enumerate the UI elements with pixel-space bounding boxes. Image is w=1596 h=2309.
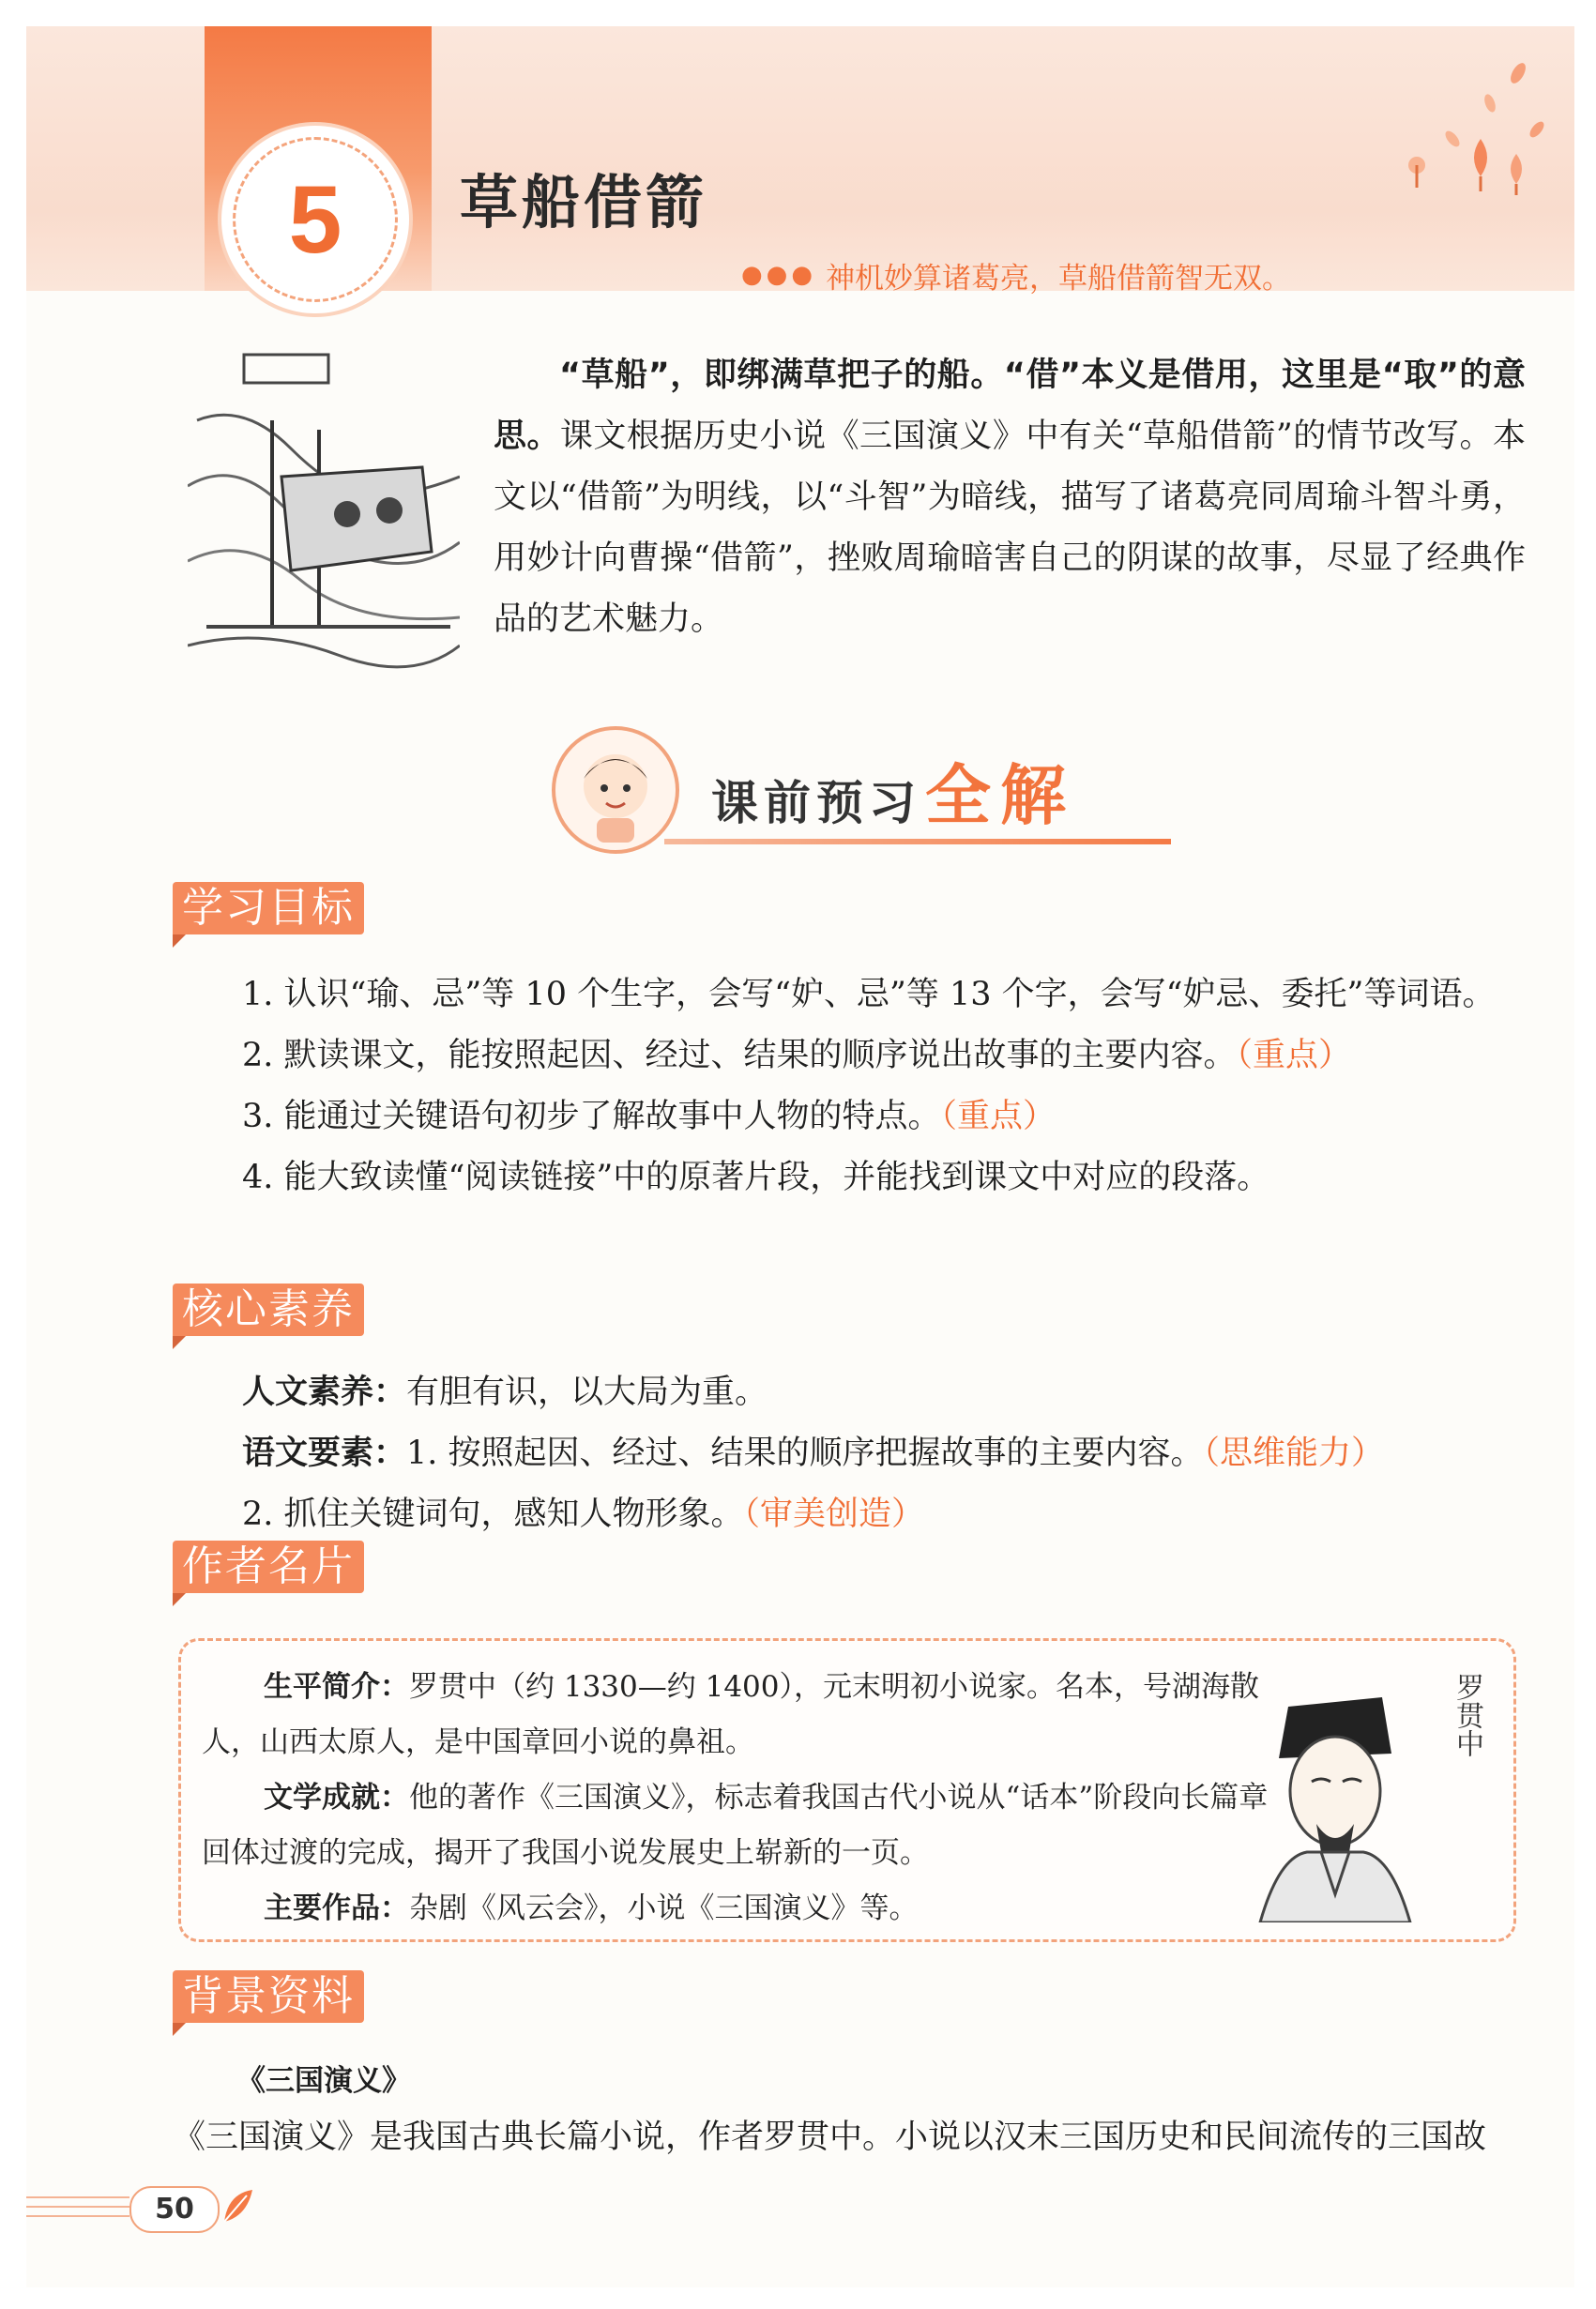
intro-paragraph	[494, 345, 1526, 650]
core-literacy-block	[242, 1362, 1537, 1545]
author-works: 主要作品：杂剧《风云会》，小说《三国演义》等。	[264, 1891, 919, 1925]
goal-item: 3. 能通过关键语句初步了解故事中人物的特点。（重点）	[242, 1098, 1056, 1135]
tag-author-card: 作者名片	[173, 1541, 364, 1593]
lesson-number: 5	[288, 166, 342, 273]
page-number: 50	[129, 2186, 220, 2233]
intro-bold-part: “草船”，即绑满草把子的船。“借”本义是借用，这里是“取”的意思。	[494, 357, 1526, 455]
language-row-2: 2. 抓住关键词句，感知人物形象。（审美创造）	[242, 1496, 925, 1533]
lesson-title: 草船借箭	[460, 168, 708, 236]
lesson-subtitle: 神机妙算诸葛亮，草船借箭智无双。	[826, 261, 1292, 296]
tag-core-literacy: 核心素养	[173, 1284, 364, 1336]
lesson-number-badge	[221, 126, 409, 313]
author-portrait-icon	[1241, 1669, 1457, 1922]
leaf-icon	[219, 2184, 256, 2225]
humanities-row: 人文素养：有胆有识，以大局为重。	[242, 1374, 768, 1411]
goal-item: 4. 能大致读懂“阅读链接”中的原著片段，并能找到课文中对应的段落。	[242, 1159, 1270, 1196]
tag-background: 背景资料	[173, 1970, 364, 2023]
author-portrait-name: 罗贯中	[1451, 1673, 1483, 1757]
author-achievement: 文学成就：他的著作《三国演义》，标志着我国古代小说从“话本”阶段向长篇章回体过渡的完成，揭开了我国小说发展史上崭新的一页。	[202, 1781, 1269, 1870]
tree-decoration-icon	[1377, 45, 1565, 195]
lesson-subtitle-row	[741, 253, 1291, 296]
language-row: 语文要素：1. 按照起因、经过、结果的顺序把握故事的主要内容。（思维能力）	[242, 1435, 1385, 1472]
background-text: 《三国演义》是我国古典长篇小说，作者罗贯中。小说以汉末三国历史和民间流传的三国故	[173, 2119, 1487, 2156]
tag-learning-goals: 学习目标	[173, 882, 364, 934]
learning-goals-list	[173, 965, 1533, 1208]
boy-avatar-icon	[552, 726, 679, 854]
author-text	[202, 1660, 1281, 1937]
background-book-title: 《三国演义》	[236, 2064, 411, 2098]
footer-lines	[26, 2190, 129, 2227]
intro-rest: 课文根据历史小说《三国演义》中有关“草船借箭”的情节改写。本文以“借箭”为明线，以“斗智”为暗线，描写了诸葛亮同周瑜斗智斗勇，用妙计向曹操“借箭”，挫败周瑜暗害自己的阴谋的故事，尽显了经典作品的艺术魅力。	[494, 418, 1526, 638]
author-card	[178, 1638, 1516, 1942]
section-banner	[552, 726, 1171, 858]
banner-text-complete: 全解	[925, 757, 1075, 834]
banner-underline	[664, 839, 1171, 844]
dots-icon: ●●●	[741, 261, 817, 289]
goal-item: 2. 默读课文，能按照起因、经过、结果的顺序说出故事的主要内容。（重点）	[242, 1037, 1352, 1074]
goal-item: 1. 认识“瑜、忌”等 10 个生字，会写“妒、忌”等 13 个字，会写“妒忌、委托”等词语。	[242, 976, 1496, 1013]
author-bio: 生平简介：罗贯中（约 1330—约 1400），元末明初小说家。名本，号湖海散人，山西太原人，是中国章回小说的鼻祖。	[202, 1670, 1259, 1759]
textbook-page	[26, 26, 1574, 2287]
banner-text-preview: 课前预习	[711, 776, 921, 830]
boat-scene-illustration	[188, 345, 460, 669]
